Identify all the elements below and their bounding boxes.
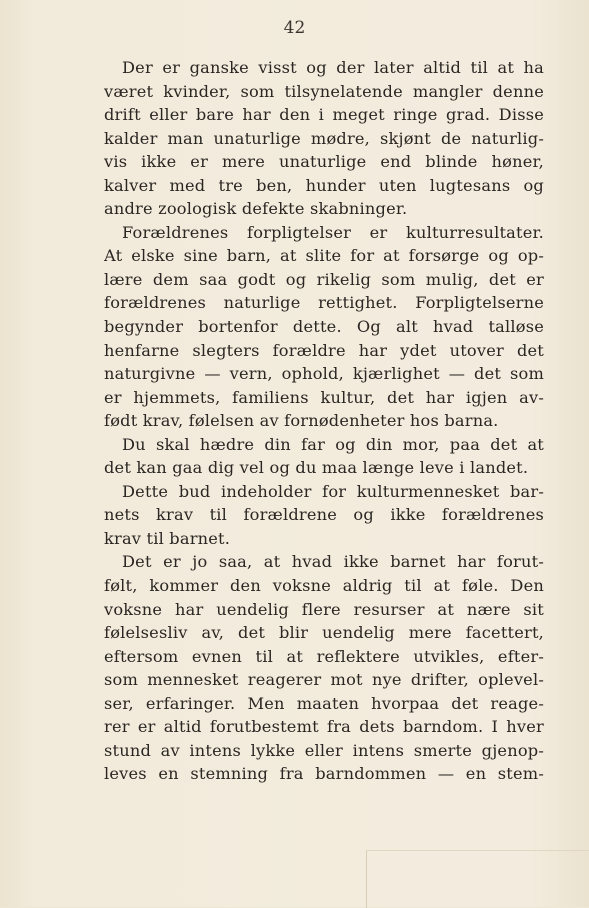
text-line: Forældrenes forpligtelser er kulturresultater.	[122, 222, 544, 242]
text-line: krav til barnet.	[104, 528, 231, 548]
text-line: stund av intens lykke eller intens smerte gjenop-	[104, 740, 544, 760]
text-line: født krav, følelsen av fornødenheter hos barna.	[104, 411, 499, 431]
text-line: voksne har uendelig flere resurser at nære sit	[104, 599, 544, 619]
body-text	[104, 56, 544, 786]
text-line: kalder man unaturlige mødre, skjønt de naturlig-	[104, 128, 544, 148]
text-line: henfarne slegters forældre har ydet utover det	[104, 340, 544, 360]
page-number: 42	[283, 18, 306, 38]
text-line: følelsesliv av, det blir uendelig mere facettert,	[104, 623, 544, 643]
text-line: naturgivne — vern, ophold, kjærlighet — det som	[104, 364, 544, 384]
text-line: er hjemmets, familiens kultur, det har igjen av-	[104, 387, 544, 407]
text-line: ser, erfaringer. Men maaten hvorpaa det reage-	[104, 693, 544, 713]
text-line: som mennesket reagerer mot nye drifter, oplevel-	[104, 670, 544, 690]
text-line: leves en stemning fra barndommen — en stem-	[104, 764, 544, 784]
text-line: lære dem saa godt og rikelig som mulig, det er	[104, 269, 544, 289]
text-line: det kan gaa dig vel og du maa længe leve i landet.	[104, 458, 529, 478]
text-line: Det er jo saa, at hvad ikke barnet har forut-	[122, 552, 544, 572]
text-line: forældrenes naturlige rettighet. Forpligtelserne	[104, 293, 544, 313]
text-line: At elske sine barn, at slite for at forsørge og op-	[104, 246, 544, 266]
text-line: drift eller bare har den i meget ringe grad. Disse	[104, 105, 544, 125]
text-line: Du skal hædre din far og din mor, paa det at	[122, 434, 544, 454]
text-line: vis ikke er mere unaturlige end blinde høner,	[104, 152, 544, 172]
text-line: følt, kommer den voksne aldrig til at føle. Den	[104, 576, 544, 596]
page-corner-edge	[366, 850, 589, 908]
text-line: været kvinder, som tilsynelatende mangler denne	[104, 81, 544, 101]
text-line: begynder bortenfor dette. Og alt hvad talløse	[104, 317, 544, 337]
text-line: Der er ganske visst og der later altid til at ha	[122, 58, 544, 77]
text-line: kalver med tre ben, hunder uten lugtesans og	[104, 175, 544, 195]
text-line: nets krav til forældrene og ikke forældrenes	[104, 505, 544, 525]
text-line: eftersom evnen til at reflektere utvikles, efter-	[104, 646, 544, 666]
text-line: andre zoologisk defekte skabninger.	[104, 199, 408, 219]
text-line: rer er altid forutbestemt fra dets barndom. I hver	[104, 717, 544, 737]
text-line: Dette bud indeholder for kulturmennesket bar-	[122, 481, 544, 501]
